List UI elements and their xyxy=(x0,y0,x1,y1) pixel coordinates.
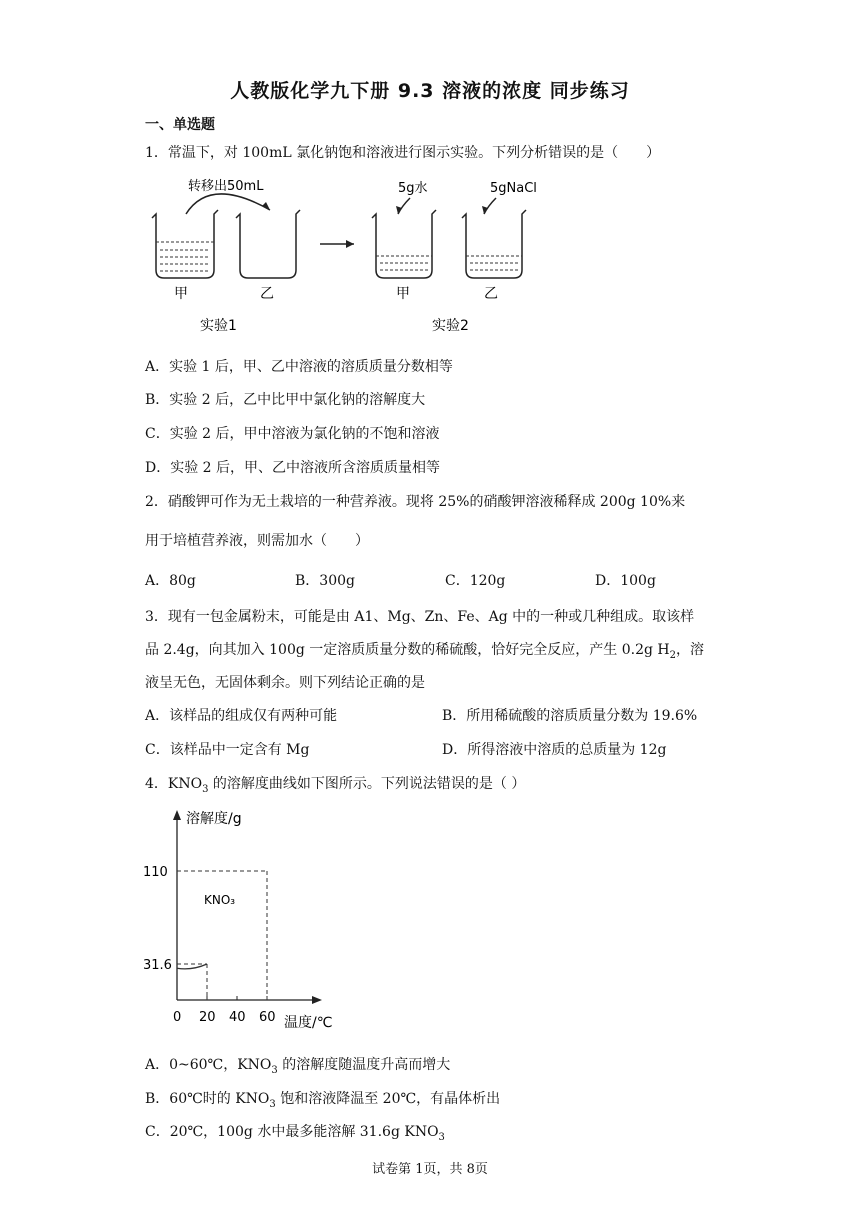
q1-option-d: D．实验 2 后，甲、乙中溶液所含溶质质量相等 xyxy=(145,460,441,476)
q1-stem: 1．常温下，对 100mL 氯化钠饱和溶液进行图示实验。下列分析错误的是（ ） xyxy=(145,145,661,161)
q3-options-row2 xyxy=(145,739,745,759)
page-footer: 试卷第 1页，共 8页 xyxy=(372,1162,488,1177)
section-heading: 一、单选题 xyxy=(145,117,215,133)
nacl-label: 5gNaCl xyxy=(490,181,537,196)
label-yi-1: 乙 xyxy=(260,286,274,302)
label-jia-1: 甲 xyxy=(174,286,188,302)
q3-stem-line3: 液呈无色，无固体剩余。则下列结论正确的是 xyxy=(145,675,425,691)
y-axis-label: 溶解度/g xyxy=(186,811,242,827)
q2-option-d: D．100g xyxy=(595,573,656,589)
q3-options-row1 xyxy=(145,705,745,725)
q2-option-a: A．80g xyxy=(145,573,196,589)
y-tick-label-110: 110 xyxy=(143,865,168,880)
label-jia-2: 甲 xyxy=(396,286,410,302)
q4-option-b: B．60℃时的 $KNO_3$ 饱和溶液降温至 20℃，有晶体析出 xyxy=(145,1091,501,1110)
water-label: 5g水 xyxy=(398,181,428,196)
transfer-arrow xyxy=(186,194,270,214)
kno3-curve xyxy=(177,964,207,969)
x-tick-label-20: 20 xyxy=(199,1010,216,1025)
exp2-label: 实验2 xyxy=(432,318,469,334)
q3-stem-line2: 品 2.4g，向其加入 100g 一定溶质质量分数的稀硫酸，恰好完全反应，产生 0.2g $H_2$，溶 xyxy=(145,642,704,661)
page-title: 人教版化学九下册 9.3 溶液的浓度 同步练习 xyxy=(230,80,630,102)
q2-stem-line1: 2．硝酸钾可作为无土栽培的一种营养液。现将 25%的硝酸钾溶液稀释成 200g 10%来 xyxy=(145,494,686,510)
q4-stem: 4．$KNO_3$ 的溶解度曲线如下图所示。下列说法错误的是（ ） xyxy=(145,776,526,795)
beaker-jia-2 xyxy=(372,210,436,278)
q3-stem-line1: 3．现有一包金属粉末，可能是由 A1、Mg、Zn、Fe、Ag 中的一种或几种组成。取该样 xyxy=(145,609,695,625)
q2-options xyxy=(145,570,745,590)
q1-option-a: A．实验 1 后，甲、乙中溶液的溶质质量分数相等 xyxy=(145,359,453,375)
q1-option-b: B．实验 2 后，乙中比甲中氯化钠的溶解度大 xyxy=(145,392,426,408)
transfer-label: 转移出50mL xyxy=(188,179,264,194)
label-yi-2: 乙 xyxy=(484,286,498,302)
nacl-arrow xyxy=(484,198,496,214)
q1-option-c: C．实验 2 后，甲中溶液为氯化钠的不饱和溶液 xyxy=(145,426,440,442)
series-label: KNO₃ xyxy=(204,893,236,907)
q4-option-a: A．0~60℃，$KNO_3$ 的溶解度随温度升高而增大 xyxy=(145,1057,451,1076)
solubility-chart xyxy=(140,806,350,1036)
q2-option-b: B．300g xyxy=(295,573,355,589)
q1-figure xyxy=(140,170,580,340)
beaker-yi-2 xyxy=(462,210,526,278)
q2-option-c: C．120g xyxy=(445,573,506,589)
water-arrow xyxy=(398,198,410,214)
beaker-jia-1 xyxy=(152,210,218,278)
q4-option-c: C．20℃，100g 水中最多能溶解 31.6g $KNO_3$ xyxy=(145,1124,445,1143)
x-tick-label-0: 0 xyxy=(173,1010,182,1025)
x-tick-label-60: 60 xyxy=(259,1010,276,1025)
beaker-yi-1 xyxy=(236,210,300,278)
x-axis-label: 温度/℃ xyxy=(284,1015,333,1031)
q2-stem-line2: 用于培植营养液，则需加水（ ） xyxy=(145,533,369,549)
q3-option-c: C．该样品中一定含有 Mg xyxy=(145,742,310,758)
exp1-label: 实验1 xyxy=(200,318,237,334)
q3-option-d: D．所得溶液中溶质的总质量为 12g xyxy=(442,742,667,758)
q3-option-a: A．该样品的组成仅有两种可能 xyxy=(145,708,338,724)
y-tick-label-31.6: 31.6 xyxy=(143,958,172,973)
q3-option-b: B．所用稀硫酸的溶质质量分数为 19.6% xyxy=(442,708,698,724)
x-tick-label-40: 40 xyxy=(229,1010,246,1025)
